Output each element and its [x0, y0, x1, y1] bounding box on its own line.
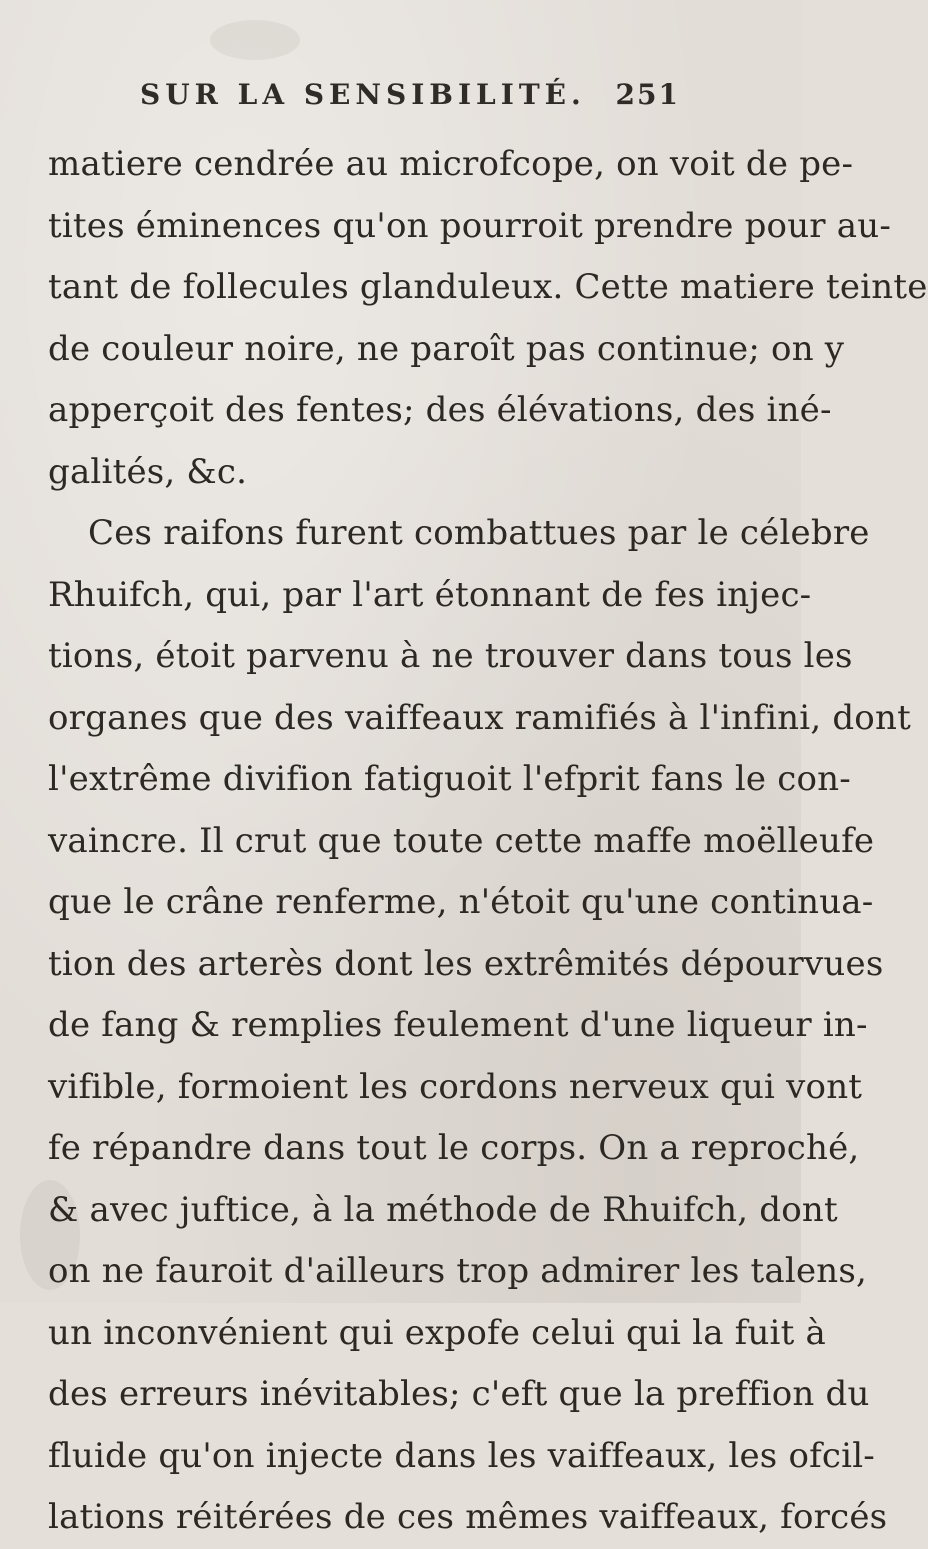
running-title: SUR LA SENSIBILITÉ. [140, 78, 586, 111]
text-line: tant de follecules glanduleux. Cette matiere teinte [48, 267, 928, 307]
text-line: on ne fauroit d'ailleurs trop admirer les talens, [48, 1251, 868, 1291]
text-line: & avec juftice, à la méthode de Rhuifch, dont [48, 1189, 838, 1230]
text-line: galités, &c. [48, 451, 248, 492]
text-line: organes que des vaiffeaux ramifiés à l'infini, dont [48, 697, 911, 738]
paragraph-start-line: Ces raifons furent combattues par le célebre [88, 513, 870, 553]
text-line: fluide qu'on injecte dans les vaiffeaux, les ofcil- [48, 1435, 875, 1476]
page-number: 251 [615, 78, 680, 111]
text-line: lations réitérées de ces mêmes vaiffeaux, forcés [48, 1497, 888, 1537]
text-line: des erreurs inévitables; c'eft que la preffion du [48, 1374, 870, 1414]
text-line: l'extrême divifion fatiguoit l'efprit fans le con- [48, 759, 851, 799]
text-line: fe répandre dans tout le corps. On a reproché, [48, 1128, 860, 1168]
text-line: tions, étoit parvenu à ne trouver dans tous les [48, 636, 853, 676]
text-line: de fang & remplies feulement d'une liqueur in- [48, 1005, 868, 1045]
text-line: que le crâne renferme, n'étoit qu'une continua- [48, 882, 874, 922]
text-line: matiere cendrée au microfcope, on voit de pe- [48, 144, 854, 184]
text-line: vifible, formoient les cordons nerveux qui vont [48, 1066, 863, 1107]
text-line: de couleur noire, ne paroît pas continue; on y [48, 328, 845, 369]
text-line: vaincre. Il crut que toute cette maffe moëlleufe [48, 820, 875, 861]
text-line: apperçoit des fentes; des élévations, des iné- [48, 390, 832, 430]
text-line: un inconvénient qui expofe celui qui la fuit à [48, 1312, 826, 1353]
page-header [140, 78, 680, 118]
text-line: tion des arterès dont les extrêmités dépourvues [48, 943, 884, 984]
text-line: Rhuifch, qui, par l'art étonnant de fes injec- [48, 574, 812, 615]
body-text [48, 134, 928, 1549]
text-line: tites éminences qu'on pourroit prendre pour au- [48, 205, 892, 246]
